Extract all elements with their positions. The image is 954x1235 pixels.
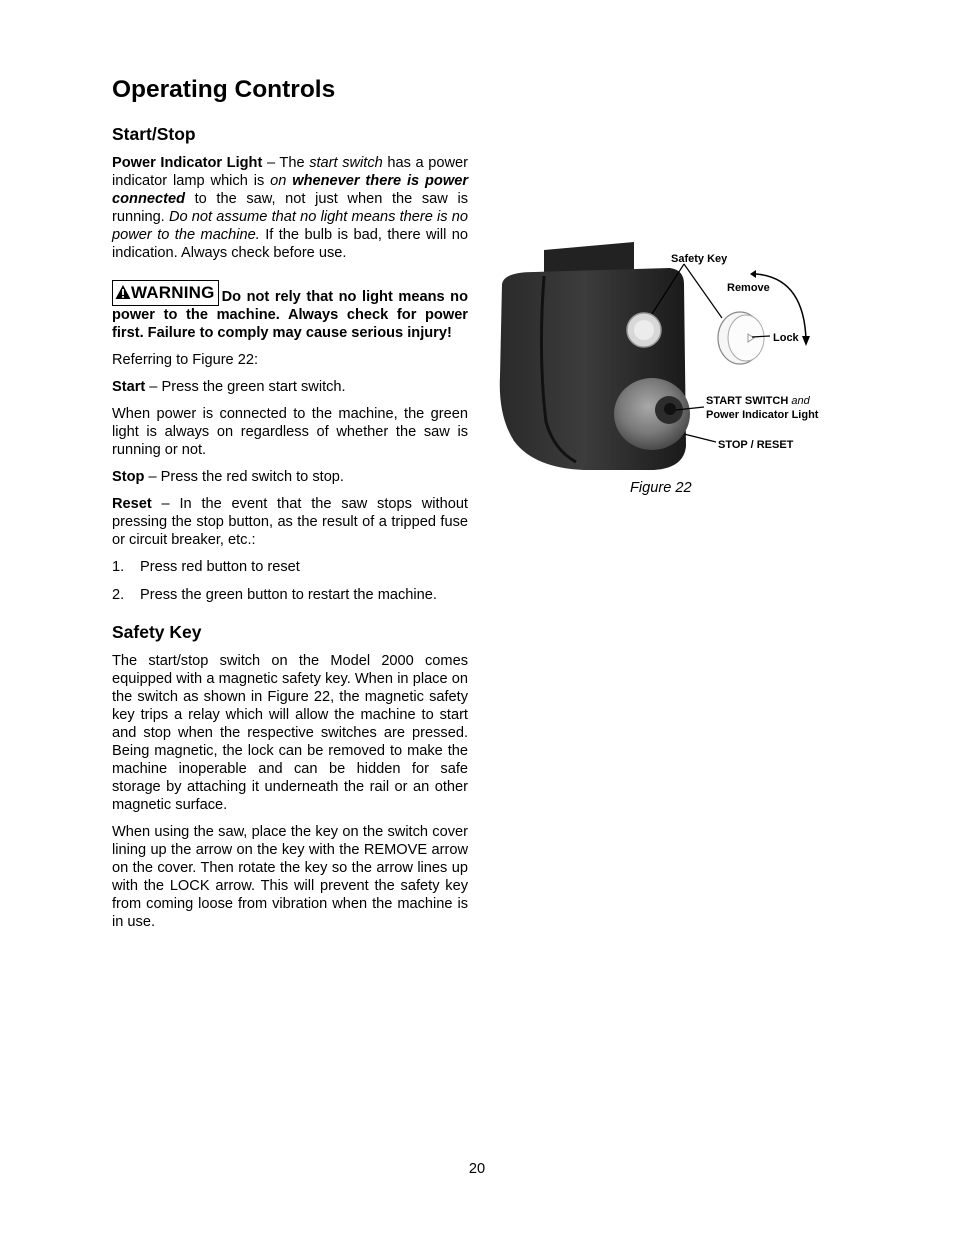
reset-paragraph (112, 495, 468, 549)
label-stop-reset: STOP / RESET (718, 439, 794, 451)
warning-triangle-icon (115, 284, 131, 300)
text-run: If the bulb is bad, there will no indication. Always check before use. (112, 227, 468, 261)
warning-badge (112, 280, 219, 306)
text-run: – The (262, 155, 310, 171)
page-title: Operating Controls (112, 76, 336, 103)
stop-label: Stop (112, 469, 145, 485)
safety-key-paragraph-2: When using the saw, place the key on the switch cover lining up the arrow on the key with the REMOVE arrow on the cover. Then rotate the key so the arrow lines up with the LOCK arrow. This will prevent the safety key from coming loose from vibration when the machine is in use. (112, 824, 468, 930)
start-label: Start (112, 379, 146, 395)
stop-paragraph (112, 468, 468, 486)
text-column (112, 124, 468, 940)
start-stop-heading: Start/Stop (112, 124, 196, 144)
page-number: 20 (468, 1161, 486, 1177)
start-paragraph (112, 378, 468, 396)
power-indicator-label: Power Indicator Light (112, 155, 263, 171)
list-item-number: 2. (112, 587, 125, 603)
label-lock: Lock (773, 332, 799, 344)
text-run-italic: start switch (309, 155, 383, 171)
figure-22-switch-illustration (494, 236, 834, 476)
leader-stop-reset (684, 434, 716, 442)
power-indicator-paragraph (112, 154, 468, 262)
referring-paragraph: Referring to Figure 22: (112, 352, 259, 368)
reset-label: Reset (112, 496, 152, 512)
label-remove: Remove (727, 282, 770, 294)
text-run-bold-italic: whenever there is power connected (112, 173, 468, 207)
list-item (112, 586, 468, 604)
label-safety-key: Safety Key (671, 253, 728, 265)
list-item (112, 558, 468, 576)
figure-caption: Figure 22 (630, 480, 692, 496)
warning-badge-label: WARNING (131, 283, 215, 302)
text-run-italic: on (270, 173, 287, 189)
list-item-text: Press red button to reset (140, 559, 300, 575)
leader-safety-key-2 (684, 264, 722, 318)
text-run: has a power indicator lamp which is (112, 155, 469, 189)
safety-key-heading: Safety Key (112, 622, 202, 642)
warning-paragraph (112, 280, 468, 342)
list-item-number: 1. (112, 559, 125, 575)
list-item-text: Press the green button to restart the machine. (140, 587, 437, 603)
reset-steps-list (112, 558, 468, 604)
power-connected-paragraph: When power is connected to the machine, the green light is always on regardless of whether the saw is running or not. (112, 406, 468, 458)
label-start-switch-text: START SWITCH (706, 395, 789, 407)
label-start-switch (706, 395, 811, 407)
stop-text: – Press the red switch to stop. (144, 469, 344, 485)
label-and: and (791, 395, 810, 407)
label-power-indicator: Power Indicator Light (706, 409, 819, 421)
start-text: – Press the green start switch. (145, 379, 346, 395)
text-run-italic: Do not assume that no light means there is no power to the machine. (112, 209, 469, 243)
reset-text: – In the event that the saw stops without pressing the stop button, as the result of a tripped fuse or circuit breaker, etc.: (112, 496, 468, 548)
text-run: to the saw, not just when the saw is running. (112, 191, 468, 225)
safety-key-paragraph-1: The start/stop switch on the Model 2000 comes equipped with a magnetic safety key. When in place on the switch as shown in Figure 22, the magnetic safety key trips a relay which will allow the machine to start and stop when the respective switches are pressed. Being magnetic, the lock can be removed to make the machine inoperable and can be hidden for safe storage by attaching it underneath the rail or an other magnetic surface. (112, 653, 468, 813)
warning-text: Do not rely that no light means no power to the machine. Always check for power first. Failure to comply may cause serious injury! (112, 289, 468, 341)
